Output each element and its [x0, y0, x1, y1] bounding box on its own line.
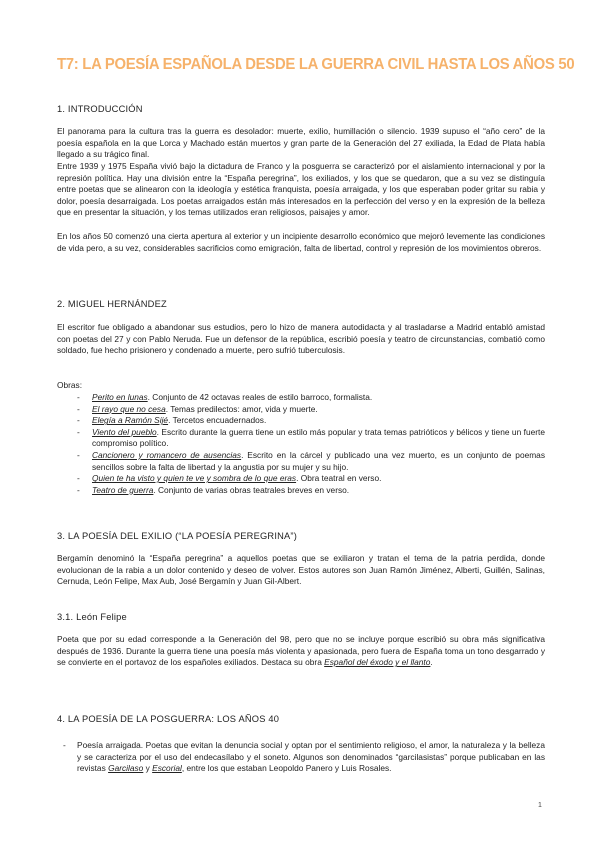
- leon-paragraph-1: Poeta que por su edad corresponde a la Generación del 98, pero que no se incluye porque escribió su obra más significativa después de 1936. Durante la guerra tiene una poesía más violenta y apasionada, pero fuera de España toma un tono desgarrado y se convierte en el portavoz de los españoles exiliados. Destaca su obra Español del éxodo y el llanto.: [57, 634, 545, 668]
- obras-list: [57, 392, 545, 496]
- list-item: - Elegía a Ramón Sijé. Tercetos encuadernados.: [77, 415, 267, 426]
- section-heading-posguerra: 4. LA POESÍA DE LA POSGUERRA: LOS AÑOS 40: [57, 714, 280, 724]
- list-item: - Perito en lunas. Conjunto de 42 octavas reales de estilo barroco, formalista.: [77, 392, 373, 402]
- obra-title: El rayo que no cesa: [92, 403, 166, 414]
- exilio-paragraph-1: Bergamín denominó la “España peregrina” a aquellos poetas que se exiliaron y tratan el tema de la patria perdida, donde evolucionan de la rabia a un dolor contenido y deseo de volver. Estos autores son Juan Ramón Jiménez, Alberti, Guillén, Salinas, Cernuda, León Felipe, Max Aub, José Bergamín y Juan Gil-Albert.: [57, 553, 545, 587]
- page-number: 1: [538, 802, 542, 809]
- section-heading-introduccion: 1. INTRODUCCIÓN: [57, 104, 143, 114]
- obra-title: Quien te ha visto y quien te ve y sombra de lo que eras: [92, 473, 297, 484]
- section-heading-leon-felipe: 3.1. León Felipe: [57, 612, 127, 622]
- revista-title: Garcilaso: [108, 763, 144, 774]
- list-item: - Viento del pueblo. Escrito durante la guerra tiene un estilo más popular y trata temas patrióticos y bélicos y tiene un fuerte compromiso político.: [77, 426, 545, 449]
- list-item: - El rayo que no cesa. Temas predilectos: amor, vida y muerte.: [77, 403, 318, 414]
- obra-title: Perito en lunas: [92, 392, 148, 402]
- obra-title: Español del éxodo y el llanto: [324, 657, 431, 668]
- miguel-paragraph-1: El escritor fue obligado a abandonar sus estudios, pero lo hizo de manera autodidacta y al trasladarse a Madrid entabló amistad con poetas del 27 y con Pablo Neruda. Fue un defensor de la república, escribió poesía y teatro de circunstancias, combatió como soldado, fue hecho prisionero y condenado a muerte, pero sufrió tuberculosis.: [57, 322, 545, 356]
- obras-label: Obras:: [57, 380, 83, 390]
- posguerra-bullet: - Poesía arraigada. Poetas que evitan la denuncia social y optan por el sentimiento religioso, el amor, la naturaleza y la belleza y se caracteriza por el uso del endecasílabo y el soneto. Algunos son denominados “garcilasistas” porque publicaban en las revistas Garcilaso y Escorial, entre los que estaban Leopoldo Panero y Luis Rosales.: [63, 740, 545, 774]
- intro-paragraph-1: El panorama para la cultura tras la guerra es desolador: muerte, exilio, humillación o silencio. 1939 supuso el “año cero” de la poesía española en la que Lorca y Machado están muertos y gran parte de la Generación del 27 exiliada, la Edad de Plata había llegado a su trágico final.: [57, 126, 545, 160]
- section-heading-miguel-hernandez: 2. MIGUEL HERNÁNDEZ: [57, 299, 167, 309]
- obra-title: Teatro de guerra: [92, 484, 154, 495]
- revista-title: Escorial: [152, 763, 182, 774]
- obra-title: Elegía a Ramón Sijé: [92, 415, 169, 426]
- list-item: - Cancionero y romancero de ausencias. Escrito en la cárcel y publicado una vez muerto, es un conjunto de poemas sencillos sobre la falta de libertad y la angustia por su mujer y su hijo.: [77, 449, 545, 472]
- obra-title: Cancionero y romancero de ausencias: [92, 449, 242, 460]
- intro-paragraph-3: En los años 50 comenzó una cierta apertura al exterior y un incipiente desarrollo económico que mejoró levemente las condiciones de vida pero, a su vez, considerables sacrificios como emigración, falta de libertad, control y represión de los movimientos obreros.: [57, 231, 545, 253]
- section-heading-exilio: 3. LA POESÍA DEL EXILIO (“LA POESÍA PEREGRINA”): [57, 531, 298, 541]
- obra-title: Viento del pueblo: [92, 426, 157, 437]
- list-item: - Quien te ha visto y quien te ve y sombra de lo que eras. Obra teatral en verso.: [77, 473, 382, 484]
- intro-paragraph-2: Entre 1939 y 1975 España vivió bajo la dictadura de Franco y la posguerra se caracterizó por el aislamiento internacional y por la represión política. Hay una división entre la “España peregrina”, los exiliados, y los que se quedaron, que a su vez se distinguía entre poetas que se alinearon con la ideología y estética franquista, poesía arraigada, y los que esperaban poder gritar su rabia y dolor, poesía desarraigada. Los poetas arraigados están más interesados en la perfección del verso y en la expresión de la belleza que en presentar la situación, y los temas utilizados eran religiosos, paisajes y amor.: [57, 161, 545, 218]
- page-title: T7: LA POESÍA ESPAÑOLA DESDE LA GUERRA CIVIL HASTA LOS AÑOS 50: [57, 56, 575, 73]
- list-item: - Teatro de guerra. Conjunto de varias obras teatrales breves en verso.: [77, 484, 350, 495]
